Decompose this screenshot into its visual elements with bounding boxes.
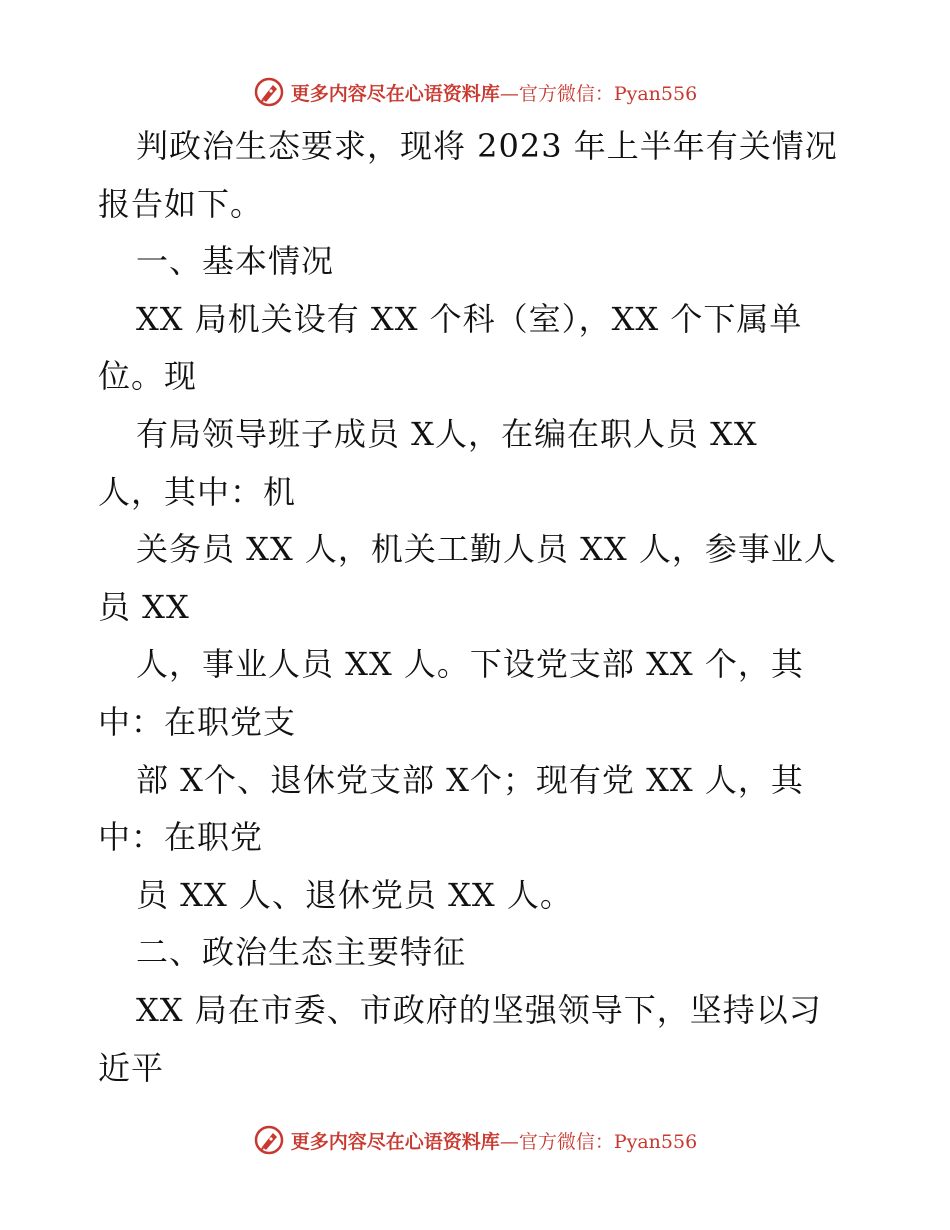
body-line: 关务员 XX 人，机关工勤人员 XX 人，参事业人	[136, 530, 837, 569]
body-line: 位。现	[98, 357, 198, 396]
body-line: 中：在职党支	[98, 702, 297, 741]
section-heading: 一、基本情况	[136, 242, 335, 281]
header-watermark	[0, 72, 950, 112]
watermark-text: 更多内容尽在心语资料库—官方微信：Pyan556	[290, 82, 698, 105]
body-line: 员 XX	[98, 587, 190, 626]
body-line: 近平	[98, 1048, 165, 1087]
watermark-text: 更多内容尽在心语资料库—官方微信：Pyan556	[290, 1130, 698, 1153]
body-line: XX 局机关设有 XX 个科（室），XX 个下属单	[136, 299, 803, 338]
footer-watermark	[0, 1120, 950, 1160]
pen-nib-logo-icon	[253, 1124, 285, 1156]
section-heading: 二、政治生态主要特征	[136, 933, 467, 972]
body-line: XX 局在市委、市政府的坚强领导下，坚持以习	[136, 990, 822, 1029]
document-body	[98, 118, 878, 1097]
body-line: 中：在职党	[98, 818, 264, 857]
body-line: 判政治生态要求，现将 2023 年上半年有关情况	[136, 127, 838, 165]
body-line: 部 X个、退休党支部 X个；现有党 XX 人，其	[136, 760, 804, 799]
pen-nib-logo-icon	[253, 76, 285, 108]
body-line: 员 XX 人、退休党员 XX 人。	[136, 875, 573, 914]
body-line: 报告如下。	[98, 184, 264, 223]
body-line: 有局领导班子成员 X人，在编在职人员 XX	[136, 414, 758, 453]
body-line: 人，其中：机	[98, 472, 297, 511]
body-line: 人，事业人员 XX 人。下设党支部 XX 个，其	[136, 645, 804, 684]
